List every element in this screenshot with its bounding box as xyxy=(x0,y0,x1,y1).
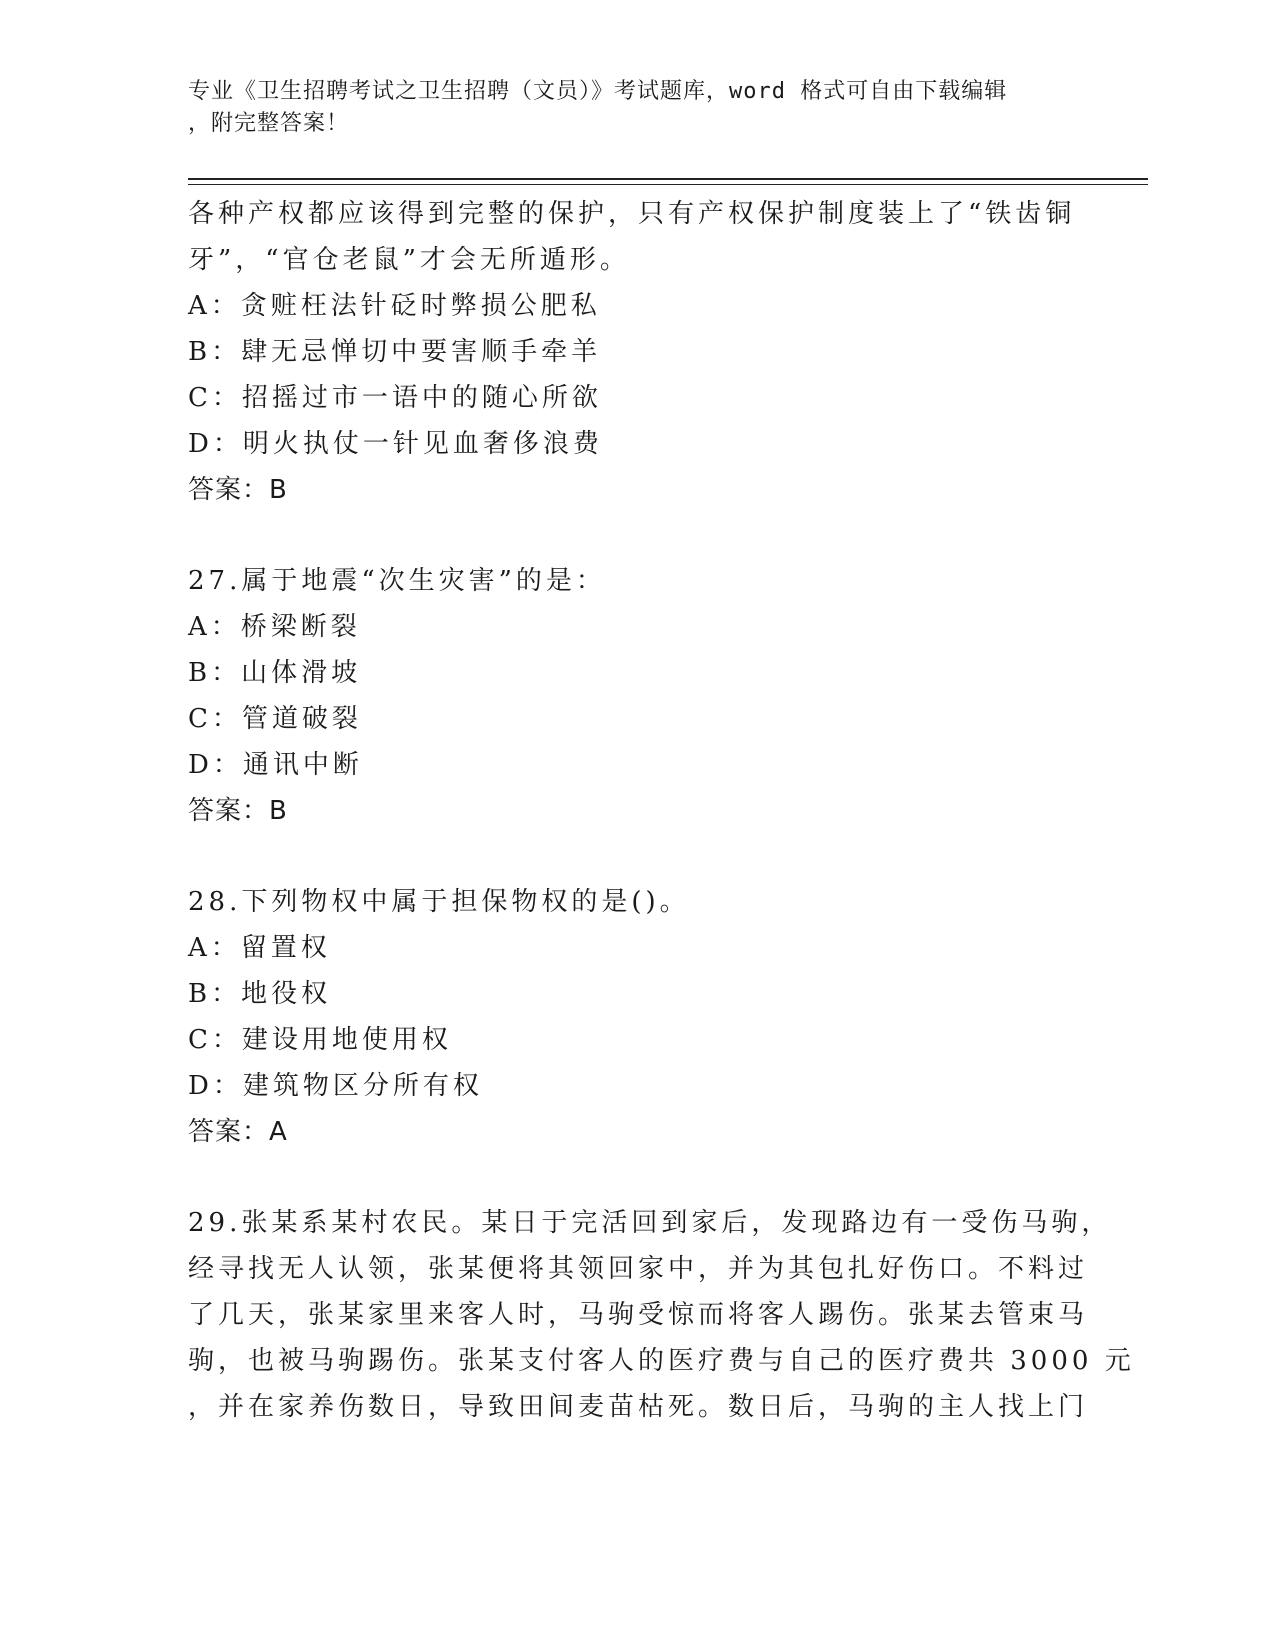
question-stem-line: 27.属于地震“次生灾害”的是： xyxy=(188,566,606,596)
question-stem-line: ，并在家养伤数日，导致田间麦苗枯死。数日后，马驹的主人找上门 xyxy=(188,1392,1089,1422)
question-28 xyxy=(188,879,1088,1155)
option-d: D：通讯中断 xyxy=(188,750,363,780)
option-d: D：建筑物区分所有权 xyxy=(188,1071,483,1101)
header-line-1: 专业《卫生招聘考试之卫生招聘（文员）》考试题库，word 格式可自由下载编辑 xyxy=(188,79,1008,104)
option-a: A：桥梁断裂 xyxy=(188,612,361,642)
question-stem-line: 29.张某系某村农民。某日于完活回到家后，发现路边有一受伤马驹， xyxy=(188,1208,1112,1238)
header-rule-thin xyxy=(188,184,1148,185)
question-stem-line: 各种产权都应该得到完整的保护，只有产权保护制度装上了“铁齿铜 xyxy=(188,199,1076,229)
question-26 xyxy=(188,191,1088,513)
answer-line: 答案：A xyxy=(188,1117,288,1147)
answer-line: 答案：B xyxy=(188,796,288,826)
question-stem-line: 28.下列物权中属于担保物权的是()。 xyxy=(188,887,690,917)
question-stem-line: 驹，也被马驹踢伤。张某支付客人的医疗费与自己的医疗费共 3000 元 xyxy=(188,1346,1135,1376)
option-d: D：明火执仗一针见血奢侈浪费 xyxy=(188,429,603,459)
header-line-2: ，附完整答案！ xyxy=(188,111,350,136)
question-stem-line: 经寻找无人认领，张某便将其领回家中，并为其包扎好伤口。不料过 xyxy=(188,1254,1089,1284)
header-rule-thick xyxy=(188,178,1148,180)
question-stem-line: 牙”，“官仓老鼠”才会无所遁形。 xyxy=(188,245,630,275)
option-c: C：建设用地使用权 xyxy=(188,1025,452,1055)
question-29 xyxy=(188,1200,1135,1430)
option-a: A：贪赃枉法针砭时弊损公肥私 xyxy=(188,291,601,321)
option-c: C：招摇过市一语中的随心所欲 xyxy=(188,383,602,413)
question-stem-line: 了几天，张某家里来客人时，马驹受惊而将客人踢伤。张某去管束马 xyxy=(188,1300,1089,1330)
option-b: B：山体滑坡 xyxy=(188,658,362,688)
question-27 xyxy=(188,558,1088,834)
option-a: A：留置权 xyxy=(188,933,331,963)
answer-line: 答案：B xyxy=(188,475,288,505)
question-list xyxy=(188,191,1135,1430)
option-c: C：管道破裂 xyxy=(188,704,362,734)
option-b: B：地役权 xyxy=(188,979,332,1009)
option-b: B：肆无忌惮切中要害顺手牵羊 xyxy=(188,337,602,367)
document-header xyxy=(188,76,1068,140)
